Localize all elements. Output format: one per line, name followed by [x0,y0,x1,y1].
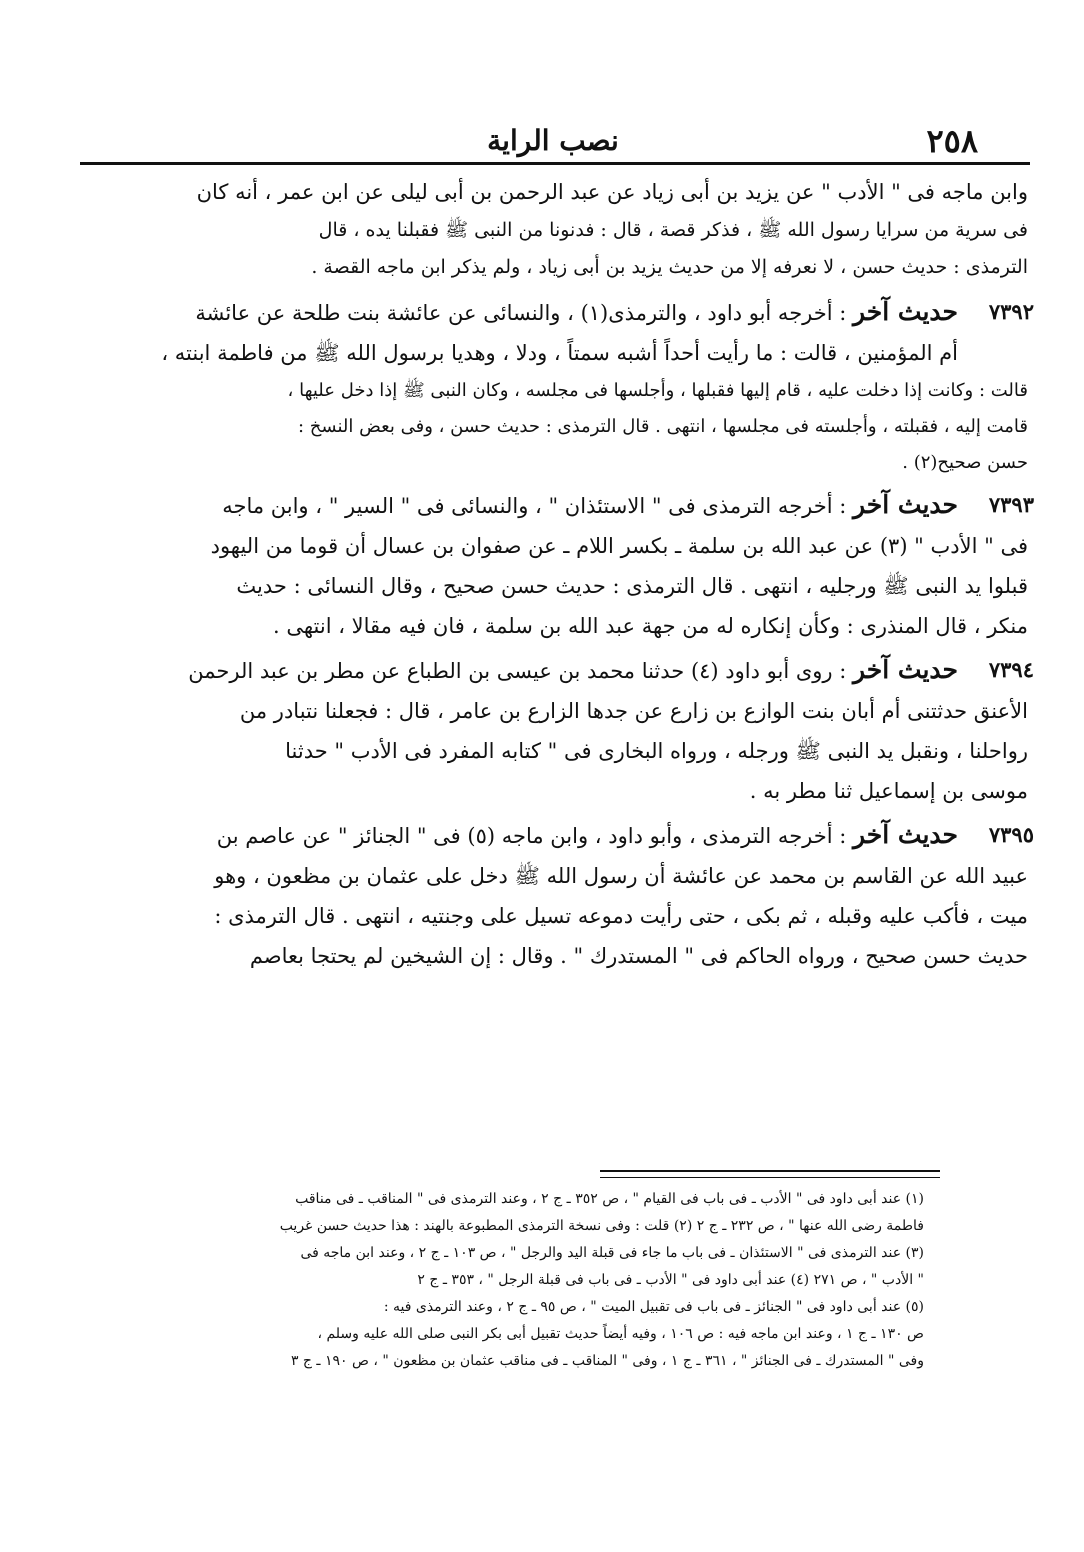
text-line: أم المؤمنين ، قالت : ما رأيت أحداً أشبه سمتاً ، ودلا ، وهديا برسول الله ﷺ من فاطمة ابنته ، [161,341,958,365]
text-line: قبلوا يد النبى ﷺ ورجليه ، انتهى . قال الترمذى : حديث حسن صحيح ، وقال النسائى : حديث [236,574,1028,598]
text-line: حديث حسن صحيح ، ورواه الحاكم فى " المستدرك " . وقال : إن الشيخين لم يحتجا بعاصم [249,944,1028,968]
intro-paragraph [88,172,1028,286]
text-line [88,815,958,856]
text-line: قالت : وكانت إذا دخلت عليه ، قام إليها فقبلها ، وأجلسها فى مجلسه ، وكان النبى ﷺ إذا دخل عليها ، [287,380,1028,401]
hadith-content [88,485,958,526]
footnote-line: ص ١٣٠ ـ ج ١ ، وعند ابن ماجه فيه : ص ١٠٦ ، وفيه أيضاً حديث تقبيل أبى بكر النبى صلى الله عليه وسلم ، [317,1326,924,1342]
hadith-number: ٧٣٩٢ [988,299,1034,324]
text-line: فى سرية من سرايا رسول الله ﷺ ، فذكر قصة ، قال : فدنونا من النبى ﷺ فقبلنا يده ، قال [318,219,1028,241]
hadith-lead: حديث آخر [853,820,958,849]
hadith-lead: حديث آخر [853,655,958,684]
hadith-content [88,650,958,691]
hadith-entry [88,650,1034,811]
footnote-divider-thin [600,1177,940,1178]
hadith-content [88,292,958,373]
footnotes [88,1186,924,1375]
text-line: الترمذى : حديث حسن ، لا نعرفه إلا من حديث يزيد بن أبى زياد ، ولم يذكر ابن ماجه القصة . [311,256,1028,278]
text-line: قامت إليه ، فقبلته ، وأجلسته فى مجلسها ، انتهى . قال الترمذى : حديث حسن ، وفى بعض النسخ : [298,416,1028,437]
footnote-line: (٣) عند الترمذى فى " الاستئذان ـ فى باب ما جاء فى قبلة اليد والرجل " ، ص ١٠٣ ـ ج ٢ ، وعند ابن ماجه فى [300,1245,924,1261]
text-line: ميت ، فأكب عليه وقبله ، ثم بكى ، حتى رأيت دموعه تسيل على وجنتيه ، انتهى . قال الترمذى : [214,904,1028,928]
text-segment: : أخرجه أبو داود ، والترمذى(١) ، والنسائى عن عائشة بنت طلحة عن عائشة [195,301,847,325]
text-line: فى " الأدب " (٣) عن عبد الله بن سلمة ـ بكسر اللام ـ عن صفوان بن عسال أن قوما من اليهود [210,534,1028,558]
main-text [88,172,1034,976]
hadith-number: ٧٣٩٣ [988,492,1034,517]
hadith-lead: حديث آخر [853,297,958,326]
footnote-line: وفى " المستدرك ـ فى الجنائز " ، ٣٦١ ـ ج ١ ، وفى " المناقب ـ فى مناقب عثمان بن مظعون " ، ص ١٩٠ ـ ج ٣ [290,1353,924,1369]
footnote-line: فاطمة رضى الله عنها " ، ص ٢٣٢ ـ ج ٢ (٢) قلت : وفى نسخة الترمذى المطبوعة بالهند : هذا حديث حسن غريب [279,1218,924,1234]
text-line: منكر ، قال المنذرى : وكأن إنكاره له من جهة عبد الله بن سلمة ، فان فيه مقالا ، انتهى . [272,614,1028,638]
hadith-entry [88,485,1034,646]
footnote-line: (٥) عند أبى داود فى " الجنائز ـ فى باب فى تقبيل الميت " ، ص ٩٥ ـ ج ٢ ، وعند الترمذى فيه : [383,1299,924,1315]
text-line: عبيد الله عن القاسم بن محمد عن عائشة أن رسول الله ﷺ دخل على عثمان بن مظعون ، وهو [214,864,1028,888]
hadith-entry [88,292,1034,481]
text-line: حسن صحيح(٢) . [902,452,1028,473]
footnote-divider [600,1170,940,1172]
text-segment: : روى أبو داود (٤) حدثنا محمد بن عيسى بن الطباع عن مطر بن عبد الرحمن [188,659,847,683]
hadith-continuation [88,373,1028,481]
text-line [88,292,958,333]
footnote-line: " الأدب " ، ص ٢٧١ (٤) عند أبى داود فى " الأدب ـ فى باب فى قبلة الرجل " ، ٣٥٣ ـ ج ٢ [417,1272,924,1288]
hadith-entry [88,815,1034,976]
hadith-lead: حديث آخر [853,490,958,519]
header-divider [80,162,1030,165]
text-segment: : أخرجه الترمذى فى " الاستئذان " ، والنسائى فى " السير " ، وابن ماجه [222,494,847,518]
text-line: موسى بن إسماعيل ثنا مطر به . [749,779,1028,803]
page-header [80,112,1026,162]
text-line: الأعنق حدثتنى أم أبان بنت الوازع بن زارع عن جدها الزارع بن عامر ، قال : فجعلنا نتبادر من [239,699,1028,723]
text-line [88,485,958,526]
text-segment: : أخرجه الترمذى ، وأبو داود ، وابن ماجه (٥) فى " الجنائز " عن عاصم بن [216,824,847,848]
hadith-number: ٧٣٩٤ [988,657,1034,682]
footnote-line: (١) عند أبى داود فى " الأدب ـ فى باب فى القيام " ، ص ٣٥٢ ـ ج ٢ ، وعند الترمذى فى " المناقب ـ فى مناقب [295,1191,924,1207]
hadith-number: ٧٣٩٥ [988,822,1034,847]
text-line: وابن ماجه فى " الأدب " عن يزيد بن أبى زياد عن عبد الرحمن بن أبى ليلى عن ابن عمر ، أنه كان [196,180,1028,204]
text-line: رواحلنا ، ونقبل يد النبى ﷺ ورجله ، ورواه البخارى فى " كتابه المفرد فى الأدب " حدثنا [285,739,1028,763]
running-title: نصب الراية [487,124,619,157]
page-number: ٢٥٨ [926,122,978,160]
text-line [88,650,958,691]
hadith-content [88,815,958,856]
